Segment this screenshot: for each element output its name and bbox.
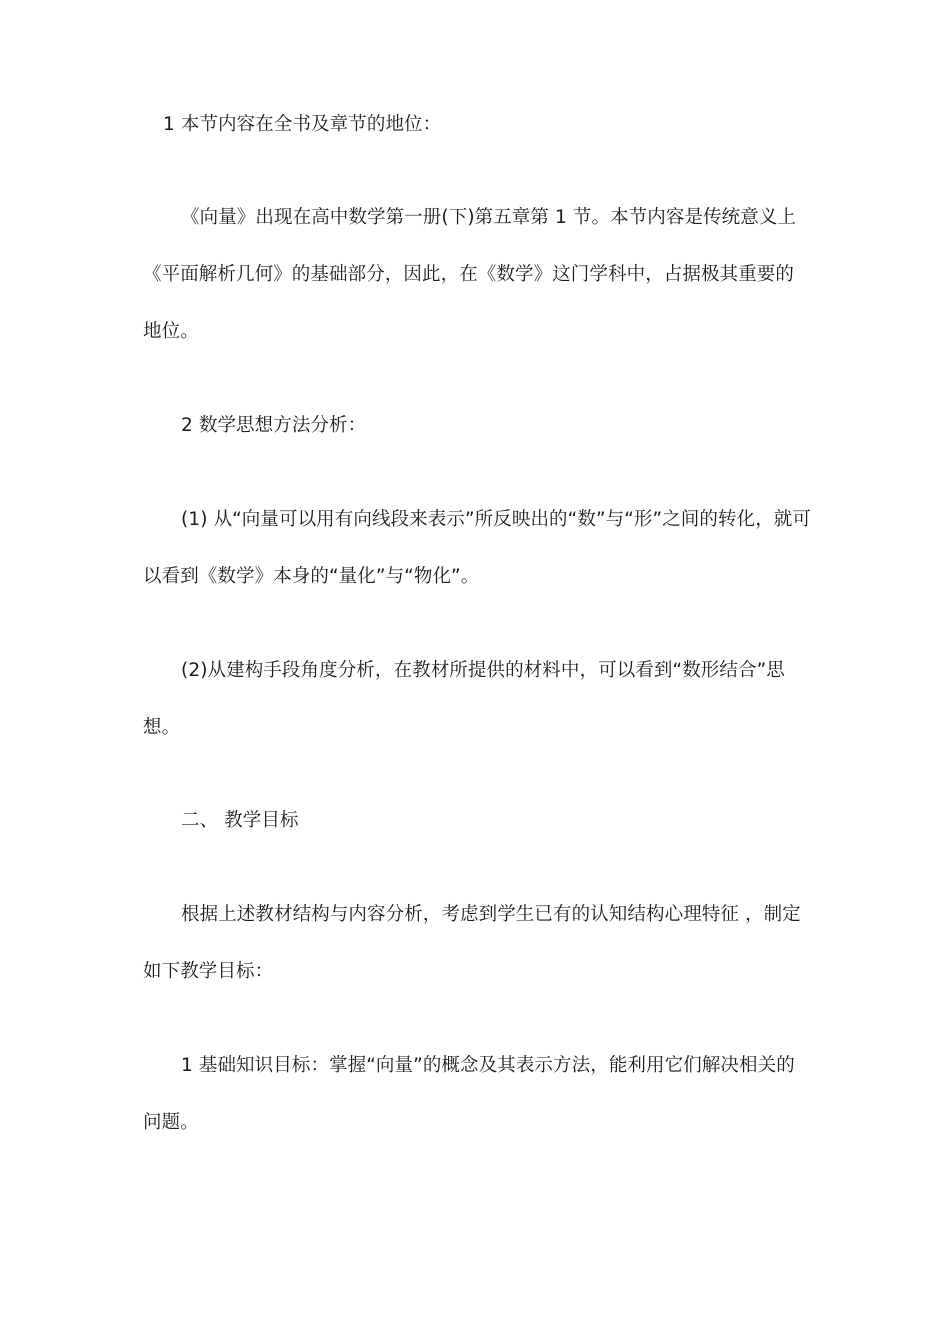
paragraph-math-thinking-heading: 2 数学思想方法分析： <box>181 415 367 436</box>
paragraph-thinking-point-2: (2)从建构手段角度分析，在教材所提供的材料中，可以看到“数形结合”思想。 <box>143 660 785 738</box>
paragraph-basic-knowledge-goal: 1 基础知识目标：掌握“向量”的概念及其表示方法，能利用它们解决相关的问题。 <box>143 1055 795 1133</box>
paragraph-vector-intro: 《向量》出现在高中数学第一册(下)第五章第 1 节。本节内容是传统意义上《平面解析几何》的基础部分，因此，在《数学》这门学科中，占据极其重要的地位。 <box>143 207 797 342</box>
section-heading-teaching-goals: 二、 教学目标 <box>181 810 299 831</box>
paragraph-goals-intro: 根据上述教材结构与内容分析，考虑到学生已有的认知结构心理特征 ，制定如下教学目标： <box>143 904 801 982</box>
paragraph-thinking-point-1: (1) 从“向量可以用有向线段来表示”所反映出的“数”与“形”之间的转化，就可以看到《数学》本身的“量化”与“物化”。 <box>143 509 811 587</box>
paragraph-section-position: 1 本节内容在全书及章节的地位： <box>163 114 442 135</box>
